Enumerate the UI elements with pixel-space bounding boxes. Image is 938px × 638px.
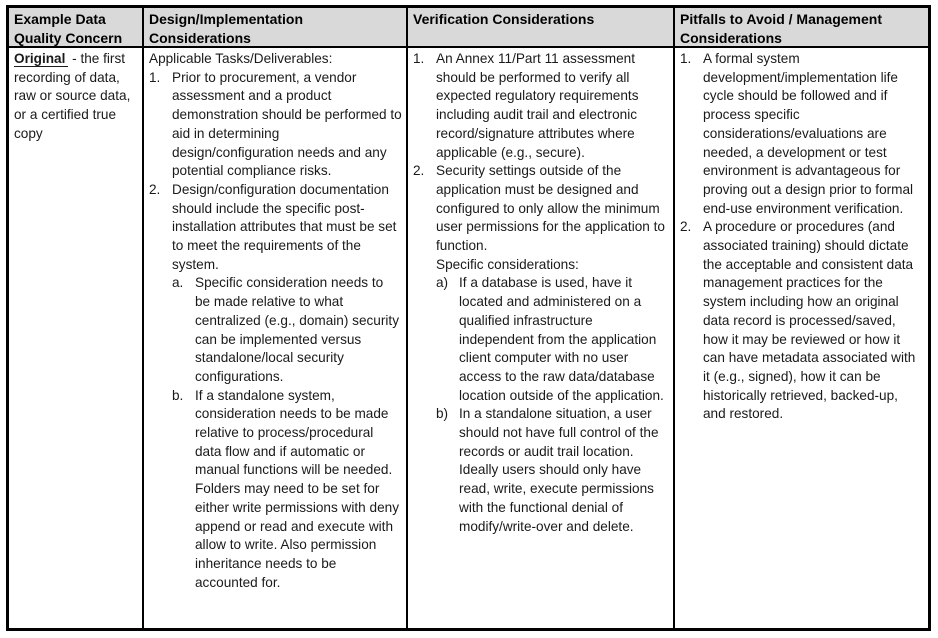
list-text: In a standalone situation, a user should not have full control of the records or audit trail location. Ideally users should only have read, write, execute permissions with the functional denial of modify/write-over and delete. xyxy=(459,406,659,534)
list-text: If a database is used, have it located and administered on a qualified infrastructure independent from the application client computer with no user access to the raw data/database location outside of the application. xyxy=(459,275,664,403)
list-body xyxy=(436,162,669,536)
list-text: Specific consideration needs to be made relative to what centralized (e.g., domain) security can be implemented versus standalone/local security configurations. xyxy=(195,275,399,384)
column-header-design-implementation-considerations: Design/Implementation Considerations xyxy=(144,8,408,48)
list-text: Prior to procurement, a vendor assessment and a product demonstration should be performed to aid in determining design/configuration needs and any potential compliance risks. xyxy=(172,69,402,179)
cell-verification-considerations xyxy=(408,48,675,628)
column-header-verification-considerations: Verification Considerations xyxy=(408,8,675,48)
list-marker: 2. xyxy=(413,163,425,179)
list-item xyxy=(149,181,402,592)
data-quality-table xyxy=(6,5,931,631)
list-text: Security settings outside of the application must be designed and configured to only allow the minimum user permissions for the application to function. xyxy=(436,163,665,254)
list-item xyxy=(680,218,924,424)
list-marker: 1. xyxy=(413,51,425,66)
cell-pitfalls-management-considerations xyxy=(675,48,928,628)
list-marker: a) xyxy=(436,275,449,291)
list-body xyxy=(172,181,402,592)
list-item xyxy=(413,162,669,536)
list-marker: 1. xyxy=(680,51,692,66)
concern-term: Original xyxy=(14,51,68,67)
list-text: Design/configuration documentation should include the specific post-installation attributes that must be set to meet the requirements of the system. xyxy=(172,181,397,272)
list-marker: 2. xyxy=(680,219,692,235)
cell-example-data-quality-concern xyxy=(9,48,144,628)
sub-list-item xyxy=(436,405,669,536)
list-text: If a standalone system, consideration needs to be made relative to process/procedural data flow and if automatic or manual functions will be needed. Folders may need to be set for either write permissions with deny append or read and execute with allow to write. Also permission inheritance needs to be accounted for. xyxy=(195,387,399,590)
list-item xyxy=(413,50,669,162)
list-text: A formal system development/implementation life cycle should be followed and if process specific considerations/evaluations are needed, a development or test environment is advantageous for proving out a design prior to formal end-use environment verification. xyxy=(703,51,914,216)
list-marker: 2. xyxy=(149,181,161,197)
list-marker: a. xyxy=(172,275,184,291)
sub-list-item xyxy=(172,387,402,593)
list-text: An Annex 11/Part 11 assessment should be performed to verify all expected regulatory requirements including audit trail and electronic record/signature attributes where applicable (e.g., secure). xyxy=(436,51,639,160)
list-item xyxy=(149,69,402,181)
list-marker: b) xyxy=(436,406,449,422)
sub-list-item xyxy=(436,274,669,405)
applicable-tasks-heading: Applicable Tasks/Deliverables: xyxy=(149,51,333,66)
column-header-example-data-quality-concern: Example Data Quality Concern xyxy=(9,8,144,48)
list-marker: b. xyxy=(172,387,184,403)
specific-considerations-heading: Specific considerations: xyxy=(436,256,579,272)
sub-list-item xyxy=(172,274,402,386)
concern-definition: - the first recording of data, raw or source data, or a certified true copy xyxy=(14,51,131,141)
list-item xyxy=(680,50,924,218)
cell-design-implementation-considerations xyxy=(144,48,408,628)
column-header-pitfalls-management-considerations: Pitfalls to Avoid / Management Considerations xyxy=(675,8,928,48)
list-marker: 1. xyxy=(149,69,161,85)
list-text: A procedure or procedures (and associated training) should dictate the acceptable and consistent data management practices for the system including how an original data record is processed/saved, how it may be reviewed or how it can have metadata associated with it (e.g., signed), how it can be historically retrieved, backed-up, and restored. xyxy=(703,219,916,422)
